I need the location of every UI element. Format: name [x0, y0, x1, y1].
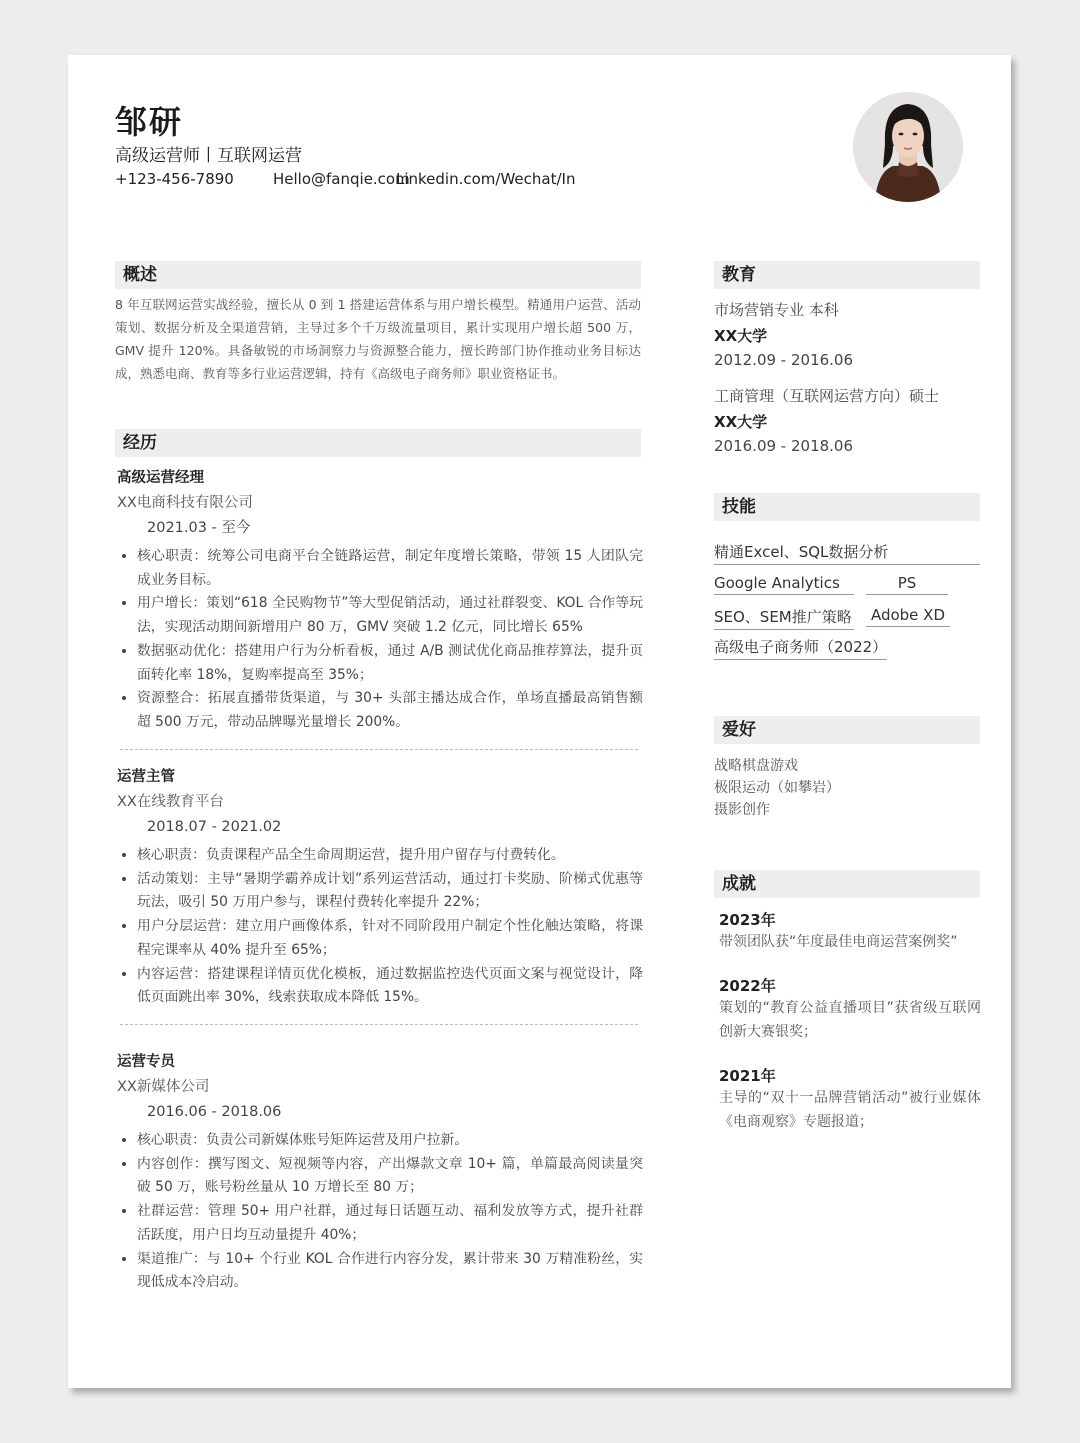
job-entry-2: [117, 764, 643, 1010]
job-date: 2016.06 - 2018.06: [147, 1104, 282, 1120]
education-school: XX大学: [714, 413, 768, 431]
job-entry-3: [117, 1049, 643, 1295]
job-bullet: • 用户增长：策划“618 全民购物节”等大型促销活动，通过社群裂变、KOL 合作等玩法，实现活动期间新增用户 80 万，GMV 突破 1.2 亿元，同比增长 65%: [137, 592, 643, 639]
education-major: 工商管理（互联网运营方向）硕士: [714, 387, 940, 405]
job-bullets: [117, 844, 643, 1010]
skill-tag: SEO、SEM推广策略: [714, 606, 854, 630]
education-date: 2012.09 - 2016.06: [714, 351, 854, 369]
education-school: XX大学: [714, 327, 768, 345]
job-date: 2021.03 - 至今: [147, 520, 251, 536]
experience-heading: 经历: [115, 429, 641, 457]
divider: [120, 1024, 638, 1025]
achievements-heading: 成就: [714, 870, 980, 898]
job-bullet: • 数据驱动优化：搭建用户行为分析看板，通过 A/B 测试优化商品推荐算法，提升页面转化率 18%，复购率提高至 35%；: [137, 640, 643, 687]
job-bullets: [117, 1129, 643, 1295]
skill-tag: Google Analytics: [714, 574, 854, 595]
job-bullet: • 用户分层运营：建立用户画像体系，针对不同阶段用户制定个性化触达策略，将课程完课率从 40% 提升至 65%；: [137, 915, 643, 962]
job-bullet: • 社群运营：管理 50+ 用户社群，通过每日话题互动、福利发放等方式，提升社群活跃度，用户日均互动量提升 40%；: [137, 1200, 643, 1247]
job-role: 运营专员: [117, 1054, 175, 1070]
skill-tag: 精通Excel、SQL数据分析: [714, 541, 980, 565]
skill-tag: 高级电子商务师（2022）: [714, 636, 887, 660]
profile-photo: [853, 92, 963, 202]
job-bullet: • 核心职责：负责课程产品全生命周期运营，提升用户留存与付费转化。: [137, 844, 643, 868]
job-role: 高级运营经理: [117, 470, 204, 486]
divider: [120, 749, 638, 750]
job-title: 高级运营师丨互联网运营: [115, 146, 302, 166]
hobby-item: 摄影创作: [714, 802, 770, 818]
phone-number: +123-456-7890: [115, 170, 234, 188]
job-bullet: • 活动策划：主导“暑期学霸养成计划”系列运营活动，通过打卡奖励、阶梯式优惠等玩法，吸引 50 万用户参与，课程付费转化率提升 22%；: [137, 868, 643, 915]
education-major: 市场营销专业 本科: [714, 301, 839, 319]
achievement-desc: 带领团队获“年度最佳电商运营案例奖”: [719, 934, 958, 950]
resume-page: [68, 55, 1011, 1388]
job-bullet: • 内容运营：搭建课程详情页优化模板，通过数据监控迭代页面文案与视觉设计，降低页面跳出率 30%，线索获取成本降低 15%。: [137, 963, 643, 1010]
hobby-item: 极限运动（如攀岩）: [714, 780, 840, 796]
job-bullet: • 内容创作：撰写图文、短视频等内容，产出爆款文章 10+ 篇，单篇最高阅读量突破 50 万，账号粉丝量从 10 万增长至 80 万；: [137, 1153, 643, 1200]
job-company: XX在线教育平台: [117, 794, 224, 810]
achievement-desc: 策划的“教育公益直播项目”获省级互联网创新大赛银奖；: [719, 1000, 981, 1040]
job-bullet: • 核心职责：负责公司新媒体账号矩阵运营及用户拉新。: [137, 1129, 643, 1153]
job-entry-1: [117, 465, 643, 735]
profile-link[interactable]: Linkedin.com/Wechat/In: [396, 170, 576, 188]
summary-text: 8 年互联网运营实战经验，擅长从 0 到 1 搭建运营体系与用户增长模型。精通用户运营、活动策划、数据分析及全渠道营销，主导过多个千万级流量项目，累计实现用户增长超 500 万，GMV 提升 120%。具备敏锐的市场洞察力与资源整合能力，擅长跨部门协作推动业务目标达成，熟悉电商、教育等多行业运营逻辑，持有《高级电子商务师》职业资格证书。: [115, 297, 641, 381]
job-role: 运营主管: [117, 769, 175, 785]
achievement-desc: 主导的“双十一品牌营销活动”被行业媒体《电商观察》专题报道；: [719, 1090, 981, 1130]
candidate-name: 邹研: [115, 103, 184, 141]
email-address[interactable]: Hello@fanqie.com: [273, 170, 410, 188]
skill-tag: PS: [866, 574, 948, 595]
achievement-year: 2022年: [719, 977, 776, 995]
job-bullet: • 资源整合：拓展直播带货渠道，与 30+ 头部主播达成合作，单场直播最高销售额超 500 万元，带动品牌曝光量增长 200%。: [137, 687, 643, 734]
job-bullets: [117, 545, 643, 735]
education-date: 2016.09 - 2018.06: [714, 437, 854, 455]
education-heading: 教育: [714, 261, 980, 289]
achievement-year: 2023年: [719, 911, 776, 929]
hobby-item: 战略棋盘游戏: [714, 758, 798, 774]
portrait-image: [853, 92, 963, 202]
skill-tag: Adobe XD: [866, 606, 950, 627]
job-bullet: • 核心职责：统筹公司电商平台全链路运营，制定年度增长策略，带领 15 人团队完成业务目标。: [137, 545, 643, 592]
summary-heading: 概述: [115, 261, 641, 289]
job-company: XX电商科技有限公司: [117, 495, 253, 511]
job-company: XX新媒体公司: [117, 1079, 210, 1095]
job-date: 2018.07 - 2021.02: [147, 819, 282, 835]
achievement-year: 2021年: [719, 1067, 776, 1085]
job-bullet: • 渠道推广：与 10+ 个行业 KOL 合作进行内容分发，累计带来 30 万精准粉丝，实现低成本冷启动。: [137, 1248, 643, 1295]
skills-heading: 技能: [714, 493, 980, 521]
hobbies-heading: 爱好: [714, 716, 980, 744]
